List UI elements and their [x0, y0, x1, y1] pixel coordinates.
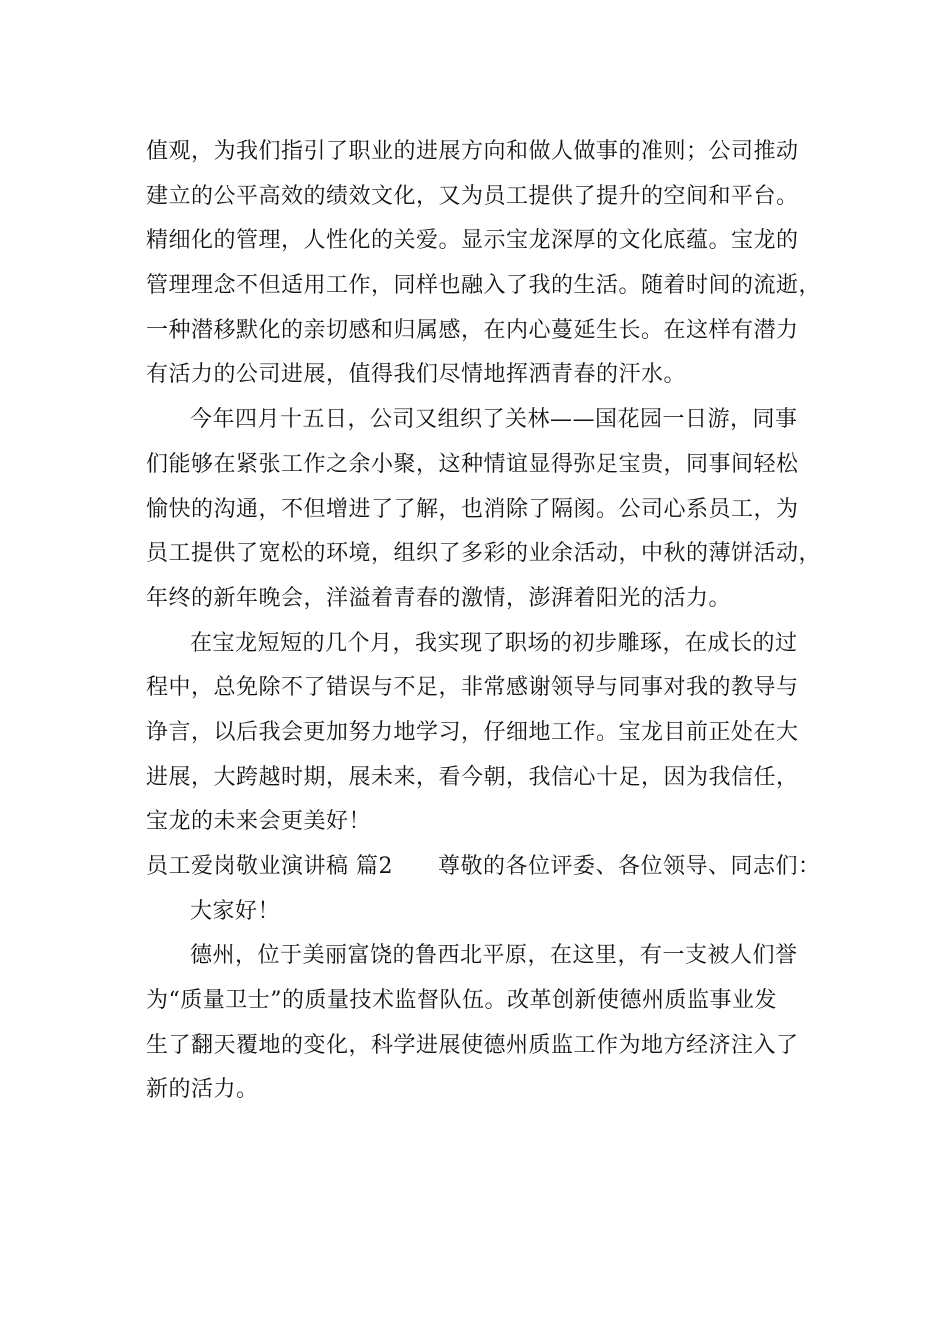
paragraph-start-line: 德州，位于美丽富饶的鲁西北平原，在这里，有一支被人们誉: [190, 943, 798, 969]
text-line: 值观，为我们指引了职业的进展方向和做人做事的准则；公司推动: [146, 139, 799, 164]
text-line: 生了翻天覆地的变化，科学进展使德州质监工作为地方经济注入了: [146, 1032, 799, 1058]
text-line: 有活力的公司进展，值得我们尽情地挥洒青春的汗水。: [146, 362, 687, 388]
text-line: 新的活力。: [146, 1077, 259, 1103]
text-line: 管理理念不但适用工作，同样也融入了我的生活。随着时间的流逝，: [146, 273, 822, 299]
text-line: 一种潜移默化的亲切感和归属感，在内心蔓延生长。在这样有潜力: [146, 317, 799, 343]
text-line: 员工提供了宽松的环境，组织了多彩的业余活动，中秋的薄饼活动，: [146, 541, 822, 567]
text-line: 诤言，以后我会更加努力地学习，仔细地工作。宝龙目前正处在大: [146, 719, 799, 745]
paragraph-start-line: 今年四月十五日，公司又组织了关林——国花园一日游，同事: [190, 407, 798, 433]
document-body: [146, 130, 846, 1113]
text-line: 建立的公平高效的绩效文化，又为员工提供了提升的空间和平台。: [146, 183, 799, 209]
text-line: 宝龙的未来会更美好！: [146, 809, 372, 835]
greeting-line: 大家好！: [190, 898, 281, 924]
text-line: 年终的新年晚会，洋溢着青春的激情，澎湃着阳光的活力。: [146, 585, 732, 611]
text-line: 们能够在紧张工作之余小聚，这种情谊显得弥足宝贵，同事间轻松: [146, 451, 799, 477]
text-line: 进展，大跨越时期，展未来，看今朝，我信心十足，因为我信任，: [146, 764, 799, 790]
text-line: 精细化的管理，人性化的关爱。显示宝龙深厚的文化底蕴。宝龙的: [146, 228, 799, 254]
text-line: 愉快的沟通，不但增进了了解，也消除了隔阂。公司心系员工，为: [146, 496, 799, 522]
text-line: 程中，总免除不了错误与不足，非常感谢领导与同事对我的教导与: [146, 675, 799, 701]
section-heading-line: 员工爱岗敬业演讲稿 篇2 尊敬的各位评委、各位领导、同志们：: [146, 854, 821, 879]
text-line: 为“质量卫士”的质量技术监督队伍。改革创新使德州质监事业发: [146, 988, 777, 1014]
paragraph-start-line: 在宝龙短短的几个月，我实现了职场的初步雕琢，在成长的过: [190, 630, 798, 656]
